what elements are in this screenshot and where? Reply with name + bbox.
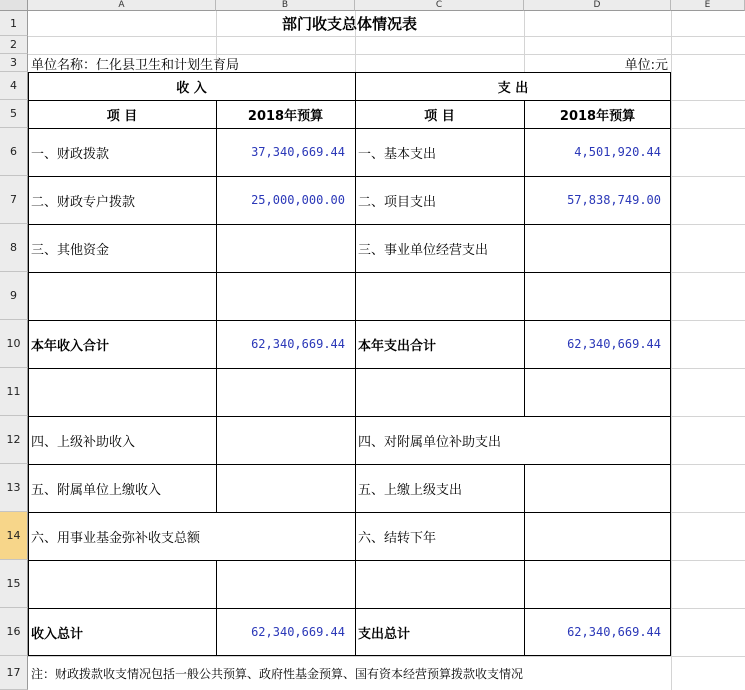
- expense-extra-label[interactable]: 五、上缴上级支出: [358, 482, 463, 498]
- expense-total-label[interactable]: 本年支出合计: [358, 338, 437, 354]
- gridline: [671, 416, 745, 417]
- income-item-value[interactable]: 37,340,669.44: [251, 145, 345, 159]
- column-header-c[interactable]: C: [355, 0, 524, 11]
- income-item-header[interactable]: 项 目: [106, 108, 138, 124]
- expense-item-label[interactable]: 一、基本支出: [358, 146, 437, 162]
- row-header-14[interactable]: 14: [0, 512, 28, 560]
- table-border: [28, 368, 671, 369]
- unit-name-cell[interactable]: 单位名称：仁化县卫生和计划生育局: [31, 57, 240, 73]
- gridline: [671, 176, 745, 177]
- row-header-16[interactable]: 16: [0, 608, 28, 656]
- income-item-label[interactable]: 一、财政拨款: [31, 146, 110, 162]
- expense-header[interactable]: 支 出: [497, 80, 529, 96]
- row-header-17[interactable]: 17: [0, 656, 28, 690]
- gridline: [28, 36, 745, 37]
- row-header-7[interactable]: 7: [0, 176, 28, 224]
- income-item-label[interactable]: 三、其他资金: [31, 242, 110, 258]
- unit-cell[interactable]: 单位:元: [624, 57, 668, 73]
- income-budget-header[interactable]: 2018年预算: [247, 108, 324, 124]
- expense-item-value[interactable]: [524, 224, 671, 272]
- expense-extra-label[interactable]: 四、对附属单位补助支出: [358, 434, 502, 450]
- gridline: [671, 512, 745, 513]
- column-header-b[interactable]: B: [216, 0, 355, 11]
- gridline: [671, 128, 745, 129]
- gridline: [671, 464, 745, 465]
- row-header-6[interactable]: 6: [0, 128, 28, 176]
- sheet-title[interactable]: 部门收支总体情况表: [281, 15, 417, 33]
- gridline: [671, 100, 745, 101]
- row-header-3[interactable]: 3: [0, 54, 28, 72]
- expense-total-value[interactable]: 62,340,669.44: [567, 337, 661, 351]
- income-extra-label[interactable]: 四、上级补助收入: [31, 434, 136, 450]
- expense-item-header[interactable]: 项 目: [424, 108, 455, 124]
- row-header-8[interactable]: 8: [0, 224, 28, 272]
- gridline: [671, 368, 745, 369]
- expense-item-value[interactable]: 57,838,749.00: [567, 193, 661, 207]
- expense-budget-header[interactable]: 2018年预算: [559, 108, 636, 124]
- grand-expense-value[interactable]: 62,340,669.44: [567, 625, 661, 639]
- expense-extra-label[interactable]: 六、结转下年: [358, 530, 437, 546]
- footnote[interactable]: 注：财政拨款收支情况包括一般公共预算、政府性基金预算、国有资本经营预算拨款收支情况: [31, 666, 524, 681]
- row-header-2[interactable]: 2: [0, 36, 28, 54]
- row-header-5[interactable]: 5: [0, 100, 28, 128]
- row-header-10[interactable]: 10: [0, 320, 28, 368]
- column-header-a[interactable]: A: [28, 0, 216, 11]
- income-item-value[interactable]: [216, 224, 355, 272]
- row-header-15[interactable]: 15: [0, 560, 28, 608]
- gridline: [671, 272, 745, 273]
- row-header-12[interactable]: 12: [0, 416, 28, 464]
- row-header-11[interactable]: 11: [0, 368, 28, 416]
- income-extra-label[interactable]: 五、附属单位上缴收入: [31, 482, 162, 498]
- row-header-4[interactable]: 4: [0, 72, 28, 100]
- gridline: [671, 224, 745, 225]
- grand-income-label[interactable]: 收入总计: [31, 626, 84, 642]
- income-total-label[interactable]: 本年收入合计: [31, 338, 110, 354]
- row-header-9[interactable]: 9: [0, 272, 28, 320]
- gridline: [671, 320, 745, 321]
- income-item-value[interactable]: 25,000,000.00: [251, 193, 345, 207]
- income-item-label[interactable]: 二、财政专户拨款: [31, 194, 136, 210]
- table-border: [28, 272, 671, 273]
- income-header[interactable]: 收 入: [176, 80, 207, 96]
- expense-item-label[interactable]: 二、项目支出: [358, 194, 437, 210]
- column-header-d[interactable]: D: [524, 0, 671, 11]
- column-header-e[interactable]: E: [671, 0, 745, 11]
- gridline: [671, 11, 672, 690]
- grand-income-value[interactable]: 62,340,669.44: [251, 625, 345, 639]
- gridline: [671, 560, 745, 561]
- expense-item-label[interactable]: 三、事业单位经营支出: [358, 242, 489, 258]
- table-border: [28, 560, 671, 561]
- income-total-value[interactable]: 62,340,669.44: [251, 337, 345, 351]
- row-header-13[interactable]: 13: [0, 464, 28, 512]
- select-all-corner[interactable]: [0, 0, 28, 11]
- table-border: [216, 416, 217, 512]
- grand-expense-label[interactable]: 支出总计: [358, 626, 411, 642]
- expense-item-value[interactable]: 4,501,920.44: [574, 145, 661, 159]
- income-extra-label[interactable]: 六、用事业基金弥补收支总额: [31, 530, 201, 546]
- gridline: [671, 608, 745, 609]
- row-header-1[interactable]: 1: [0, 11, 28, 36]
